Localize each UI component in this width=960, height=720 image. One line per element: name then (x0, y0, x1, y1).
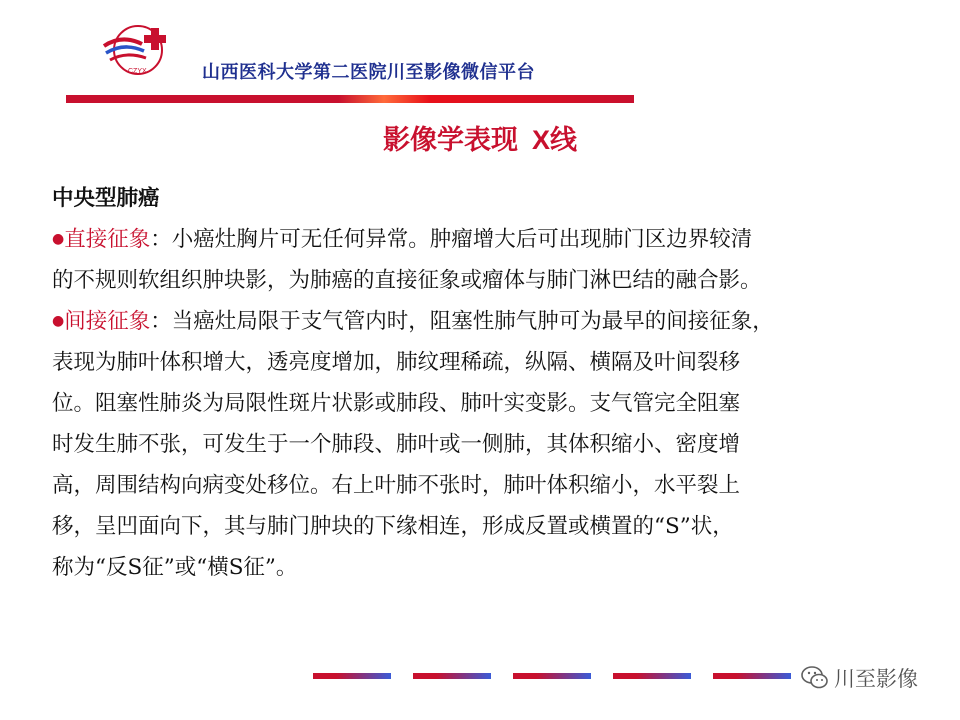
paragraph-line (52, 219, 932, 260)
heading-suffix: X线 (531, 125, 577, 155)
header-divider (66, 95, 634, 103)
paragraph-text: ：小癌灶胸片可无任何异常。肿瘤增大后可出现肺门区边界较清 (150, 227, 753, 252)
paragraph-line: 的不规则软组织肿块影，为肺癌的直接征象或瘤体与肺门淋巴结的融合影。 (52, 268, 762, 293)
footer-dash (513, 673, 591, 679)
paragraph-line: 移，呈凹面向下，其与肺门肿块的下缘相连，形成反置或横置的“S”状， (52, 514, 734, 539)
paragraph-line (52, 301, 932, 342)
paragraph-line: 高，周围结构向病变处移位。右上叶肺不张时，肺叶体积缩小，水平裂上 (52, 473, 741, 498)
slide-heading (0, 118, 960, 157)
watermark-text: 川至影像 (834, 667, 918, 691)
paragraph-line: 位。阻塞性肺炎为局限性斑片状影或肺段、肺叶实变影。支气管完全阻塞 (52, 391, 741, 416)
paragraph-label: 间接征象 (64, 309, 151, 334)
paragraph-line: 称为“反S征”或“横S征”。 (52, 555, 298, 580)
heading-text: 影像学表现 (382, 125, 518, 156)
footer-dash (313, 673, 391, 679)
paragraph-line: 表现为肺叶体积增大，透亮度增加，肺纹理稀疏，纵隔、横隔及叶间裂移 (52, 350, 741, 375)
section-title: 中央型肺癌 (52, 186, 160, 211)
paragraph-line: 时发生肺不张，可发生于一个肺段、肺叶或一侧肺，其体积缩小、密度增 (52, 432, 741, 457)
paragraph-label: 直接征象 (64, 227, 151, 252)
logo-text: CZYX (128, 68, 147, 75)
wechat-icon (800, 664, 830, 692)
bullet-icon: ● (52, 231, 65, 247)
platform-title: 山西医科大学第二医院川至影像微信平台 (202, 62, 535, 83)
footer-dash (413, 673, 491, 679)
bullet-icon: ● (52, 313, 65, 329)
footer-dash (613, 673, 691, 679)
slide-content (52, 178, 932, 588)
paragraph-text: ：当癌灶局限于支气管内时，阻塞性肺气肿可为最早的间接征象， (150, 309, 774, 334)
footer-dash (713, 673, 791, 679)
hospital-logo (98, 20, 190, 82)
watermark (800, 664, 918, 692)
